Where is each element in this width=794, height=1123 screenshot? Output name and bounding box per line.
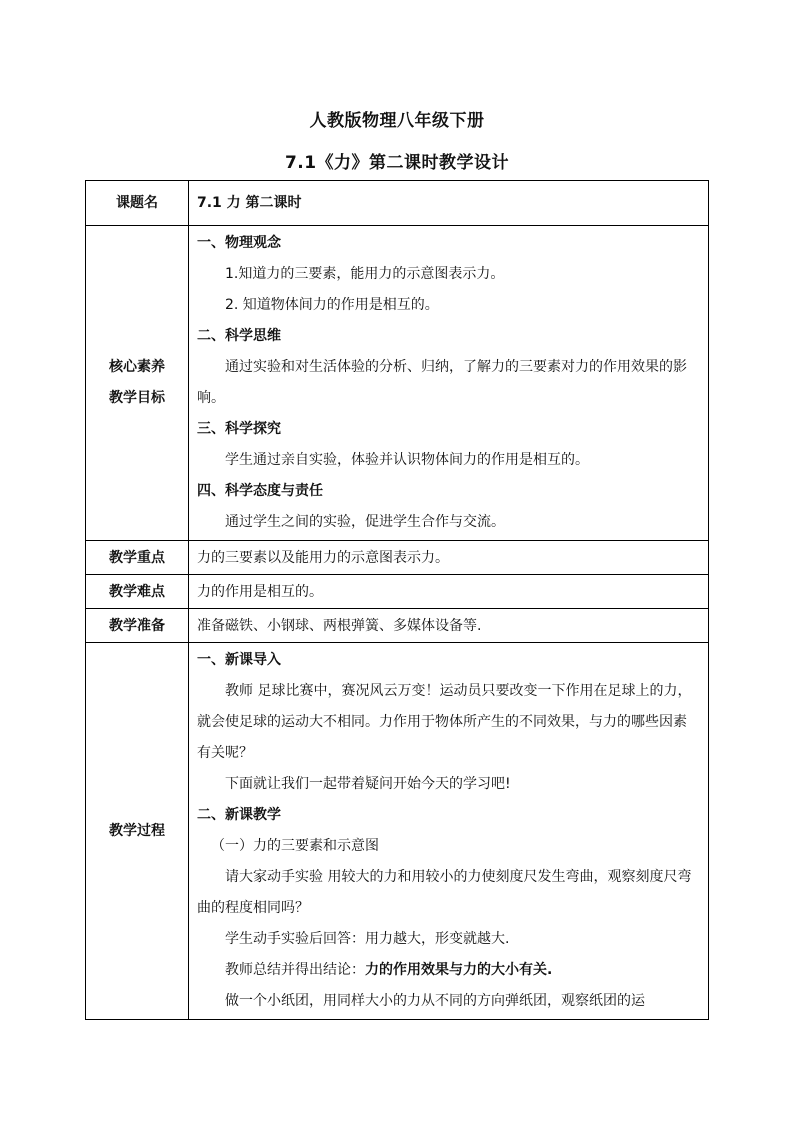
topic-value: 7.1 力 第二课时 <box>189 181 709 226</box>
process-paragraph: 下面就让我们一起带着疑问开始今天的学习吧! <box>225 776 511 792</box>
lesson-plan-table <box>85 180 709 1020</box>
table-row-key-points <box>86 541 709 575</box>
process-heading-teaching: 二、新课教学 <box>197 807 281 823</box>
conclusion-lead: 教师总结并得出结论： <box>225 962 365 978</box>
goal-heading-thinking: 二、科学思维 <box>197 328 281 344</box>
conclusion-bold: 力的作用效果与力的大小有关. <box>365 962 553 978</box>
preparation-label: 教学准备 <box>86 609 189 643</box>
process-paragraph: 学生动手实验后回答：用力越大，形变就越大. <box>225 931 510 947</box>
process-heading-intro: 一、新课导入 <box>197 652 281 668</box>
goals-label-line2: 教学目标 <box>109 390 165 406</box>
document-title: 人教版物理八年级下册 <box>309 111 485 131</box>
process-paragraph: 做一个小纸团，用同样大小的力从不同的方向弹纸团，观察纸团的运 <box>225 993 645 1009</box>
table-row-difficulty <box>86 575 709 609</box>
goal-heading-concept: 一、物理观念 <box>197 235 281 251</box>
process-conclusion <box>197 955 700 986</box>
goals-label-line1: 核心素养 <box>109 359 165 375</box>
goals-content <box>189 226 709 541</box>
table-row-topic <box>86 181 709 226</box>
goal-text: 通过学生之间的实验，促进学生合作与交流。 <box>225 514 505 530</box>
goal-text: 学生通过亲自实验，体验并认识物体间力的作用是相互的。 <box>225 452 589 468</box>
key-points-value: 力的三要素以及能用力的示意图表示力。 <box>189 541 709 575</box>
table-row-process <box>86 643 709 1020</box>
key-points-label: 教学重点 <box>86 541 189 575</box>
goal-heading-attitude: 四、科学态度与责任 <box>197 483 323 499</box>
preparation-value: 准备磁铁、小钢球、两根弹簧、多媒体设备等. <box>189 609 709 643</box>
difficulty-label: 教学难点 <box>86 575 189 609</box>
table-row-goals <box>86 226 709 541</box>
goal-heading-inquiry: 三、科学探究 <box>197 421 281 437</box>
process-subheading: （一）力的三要素和示意图 <box>211 838 379 854</box>
goals-label <box>86 226 189 541</box>
process-paragraph: 教师 足球比赛中，赛况风云万变！运动员只要改变一下作用在足球上的力，就会使足球的运动大不相同。力作用于物体所产生的不同效果，与力的哪些因素有关呢？ <box>197 683 692 761</box>
goal-text: 通过实验和对生活体验的分析、归纳，了解力的三要素对力的作用效果的影响。 <box>197 359 687 406</box>
process-content <box>189 643 709 1020</box>
topic-label: 课题名 <box>86 181 189 226</box>
goal-text: 1.知道力的三要素，能用力的示意图表示力。 <box>225 266 505 282</box>
goal-text: 2. 知道物体间力的作用是相互的。 <box>225 297 439 313</box>
table-row-preparation <box>86 609 709 643</box>
lesson-title: 7.1《力》第二课时教学设计 <box>284 153 510 173</box>
difficulty-value: 力的作用是相互的。 <box>189 575 709 609</box>
process-paragraph: 请大家动手实验 用较大的力和用较小的力使刻度尺发生弯曲，观察刻度尺弯曲的程度相同吗？ <box>197 869 692 916</box>
process-label: 教学过程 <box>86 643 189 1020</box>
